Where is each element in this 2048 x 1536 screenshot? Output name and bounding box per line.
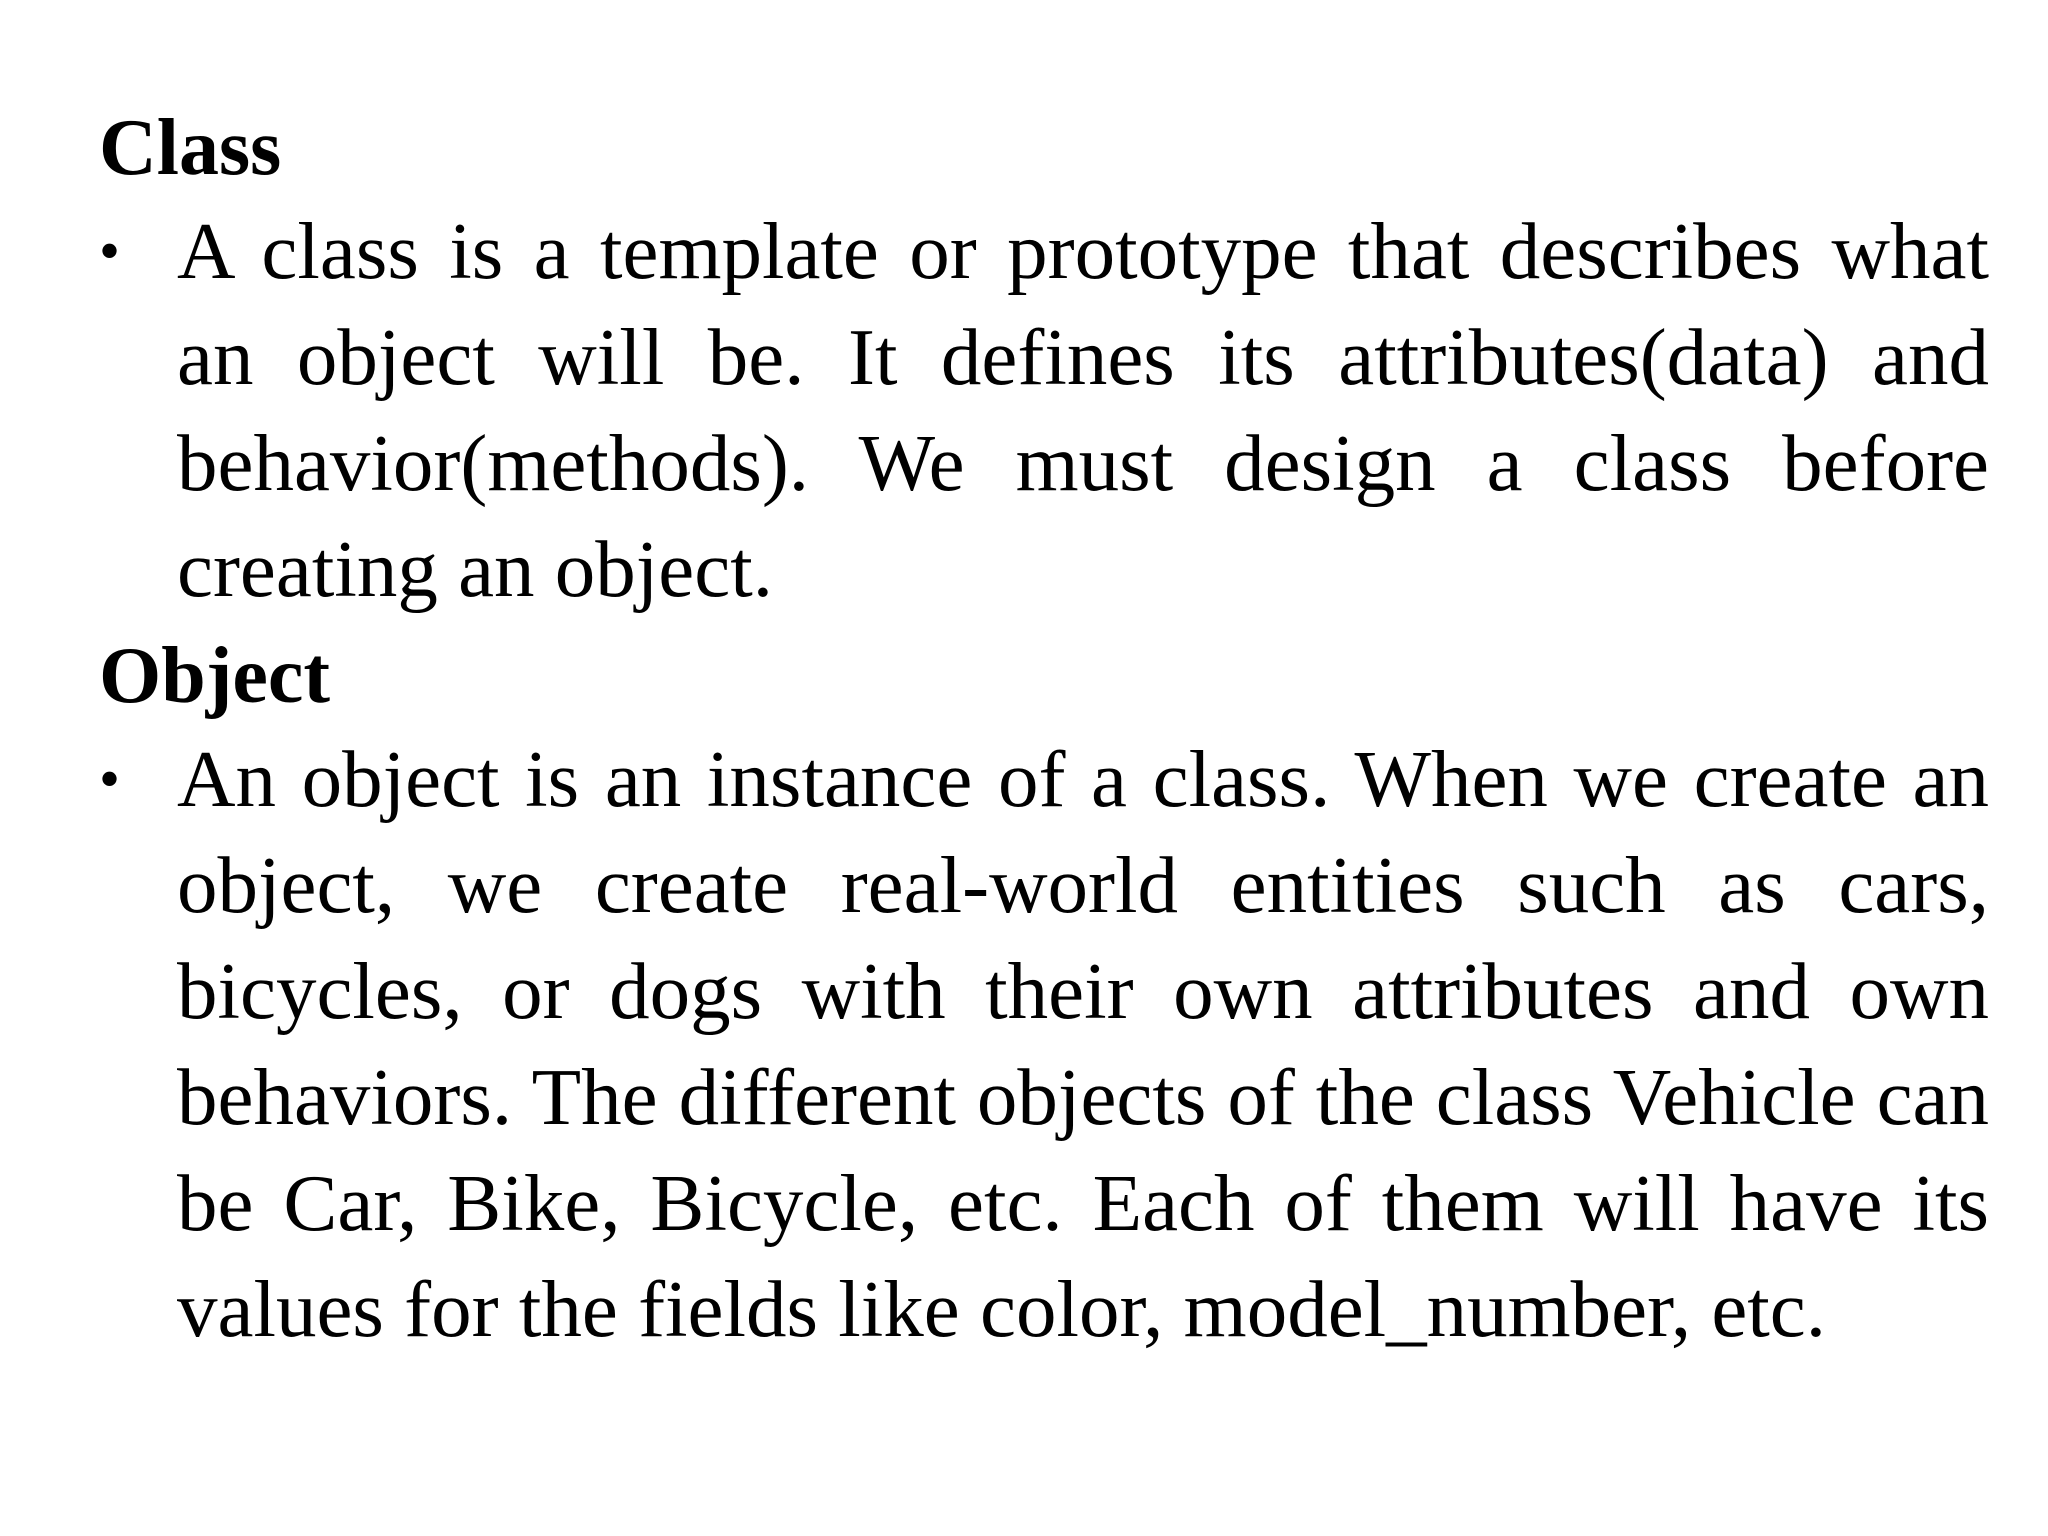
bullet-dot-icon: • xyxy=(99,746,121,812)
bullet-object-definition xyxy=(99,726,1989,1362)
section-object xyxy=(99,626,1989,1362)
bullet-text-object: An object is an instance of a class. When we create an object, we create real-world entities such as cars, bicycles, or dogs with their own attributes and own behaviors. The different objects of the class Vehicle can be Car, Bike, Bicycle, etc. Each of them will have its values for the fields like color, model_number, etc. xyxy=(177,734,1989,1354)
bullet-class-definition xyxy=(99,198,1989,622)
heading-class: Class xyxy=(99,104,282,192)
section-class xyxy=(99,98,1989,622)
bullet-dot-icon: • xyxy=(99,218,121,284)
slide-content xyxy=(99,98,1989,1362)
heading-object: Object xyxy=(99,632,331,720)
bullet-text-class: A class is a template or prototype that describes what an object will be. It defines its attributes(data) and behavior(methods). We must design a class before creating an object. xyxy=(177,206,1989,614)
